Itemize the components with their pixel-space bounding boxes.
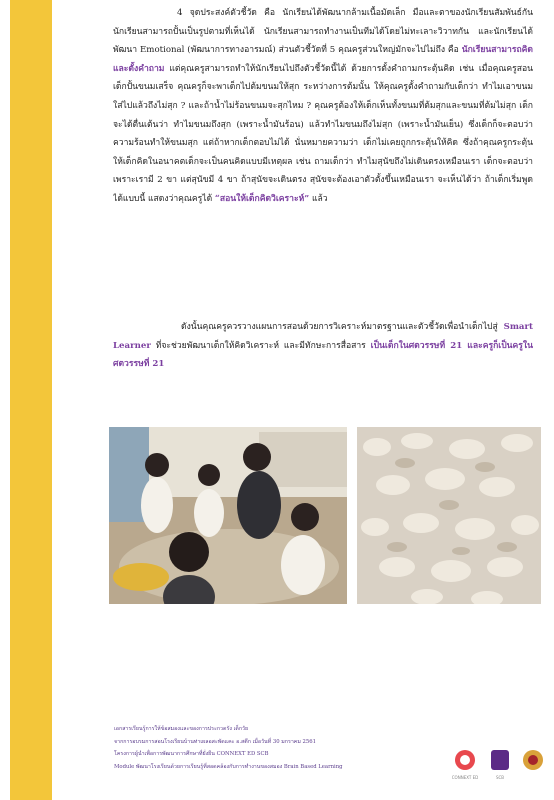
classroom-photo [109, 427, 347, 604]
paragraph-1-end: แล้ว [311, 193, 328, 204]
footer-line-4: Module พัฒนาโรงเรียนด้วยการเรียนรู้ที่สอดคล้องกับการทำงานของสมอง Brain Based Learning [114, 763, 343, 770]
paragraph-2 [113, 318, 533, 378]
footer-line-3: โครงการผู้นำเพื่อการพัฒนาการศึกษาที่ยั่งยืน CONNEXT ED SCB [114, 751, 269, 758]
logo-connext-ed-label: CONNEXT ED [451, 775, 479, 780]
side-accent-bar [10, 0, 52, 800]
paragraph-1-lead: 4 จุดประสงค์ตัวชี้วัด คือ นักเรียนได้พัฒนากล้ามเนื้อมัดเล็ก มือและตาของนักเรียนสัมพันธ์กัน นักเรียนสามารถปั้นเป็นรูปตามที่เห็นได้ นักเรียนสามารถทำงานเป็นทีมได้โดยไม่ทะเลาะวิวาทกัน และนักเรียนได้พัฒนา Emotional (พัฒนาการทางอารมณ์) ส่วนตัวชี้วัดที่ 5 คุณครูส่วนใหญ่มักจะไปไม่ถึง คือ [113, 8, 533, 56]
paragraph-2-lead: ดังนั้นคุณครูควรวางแผนการสอนด้วยการวิเคราะห์มาตรฐานและตัวชี้วัดเพื่อนำเด็กไปสู่ [181, 322, 498, 332]
paragraph-1-body: แต่คุณครูสามารถทำให้นักเรียนไปถึงตัวชี้วัดนี้ได้ ด้วยการตั้งคำถามกระตุ้นคิด เช่น เมื่อคุณครูสอนเด็กปั้นขนมเสร็จ คุณครูก็จะพาเด็กไปต้มขนมให้สุก ระหว่างการต้มนั้น ให้คุณครูตั้งคำถามกับเด็กว่า ทำไมเอาขนมใส่ไปแล้วถึงไม่สุก ? และถ้าน้ำไม่ร้อนขนมจะสุกไหม ? คุณครูต้องให้เด็กเห็นทั้งขนมที่ต้มสุกและขนมที่ต้มไม่สุก เด็กจะได้ตื่นเต้นว่า ทำไมขนมถึงสุก (เพราะน้ำมันร้อน) แล้วทำไมขนมถึงไม่สุก (เพราะน้ำมันเย็น) ซึ่งเด็กก็จะตอบว่า ความร้อนทำให้ขนมสุก แต่ถ้าหากเด็กตอบไม่ได้ นั่นหมายความว่า เด็กไม่เคยถูกกระตุ้นให้คิด ซึ่งถ้าคุณครูกระตุ้นให้เด็กคิดในอนาคตเด็กจะเป็นคนคิดแบบมีเหตุผล เช่น ถามเด็กว่า ทำไมสุนัขถึงไม่เดินตรงเหมือนเรา เด็กจะตอบว่า เพราะเรามี 2 ขา แต่สุนัขมี 4 ขา ถ้าสุนัขจะเดินตรง สุนัขจะต้องเอาตัวตั้งขึ้นเหมือนเรา จะเห็นได้ว่า ถ้าเด็กเริ่มพูดได้แบบนี้ แสดงว่าคุณครูได้ [113, 63, 533, 204]
highlight-21st-century: เป็นเด็กในศตวรรษที่ 21 และครูก็เป็นครูในศตวรรษที่ 21 [113, 340, 533, 370]
scb-logo-icon [491, 750, 509, 780]
highlight-think-question: นักเรียนสามารถคิดและตั้งคำถาม [113, 45, 533, 74]
foundation-logo-icon [523, 750, 543, 770]
paragraph-1 [113, 4, 533, 294]
highlight-teach-analysis: “สอนให้เด็กคิดวิเคราะห์” [214, 193, 310, 204]
footer-line-1: เอกสารเรียนรู้การให้ข้อสมองและของการประกวดรัง เด็กวัย [114, 726, 249, 732]
paragraph-2-body: ที่จะช่วยพัฒนาเด็กให้คิดวิเคราะห์ และมีทักษะการสื่อสาร [155, 340, 366, 351]
smart-learner-label: Smart Learner [113, 322, 533, 351]
connext-ed-logo-icon [452, 750, 478, 780]
sponsor-logos [449, 742, 549, 786]
footer-credits [114, 723, 444, 773]
dessert-photo [357, 427, 541, 604]
footer-line-2: จากการอบรมการสอนโรงเรียนบ้านท่าเผลอสะพัดแคะ อ.สตึก เมื่อวันที่ 30 มกราคม 2561 [114, 738, 316, 745]
logo-scb-label: SCB [495, 775, 505, 780]
